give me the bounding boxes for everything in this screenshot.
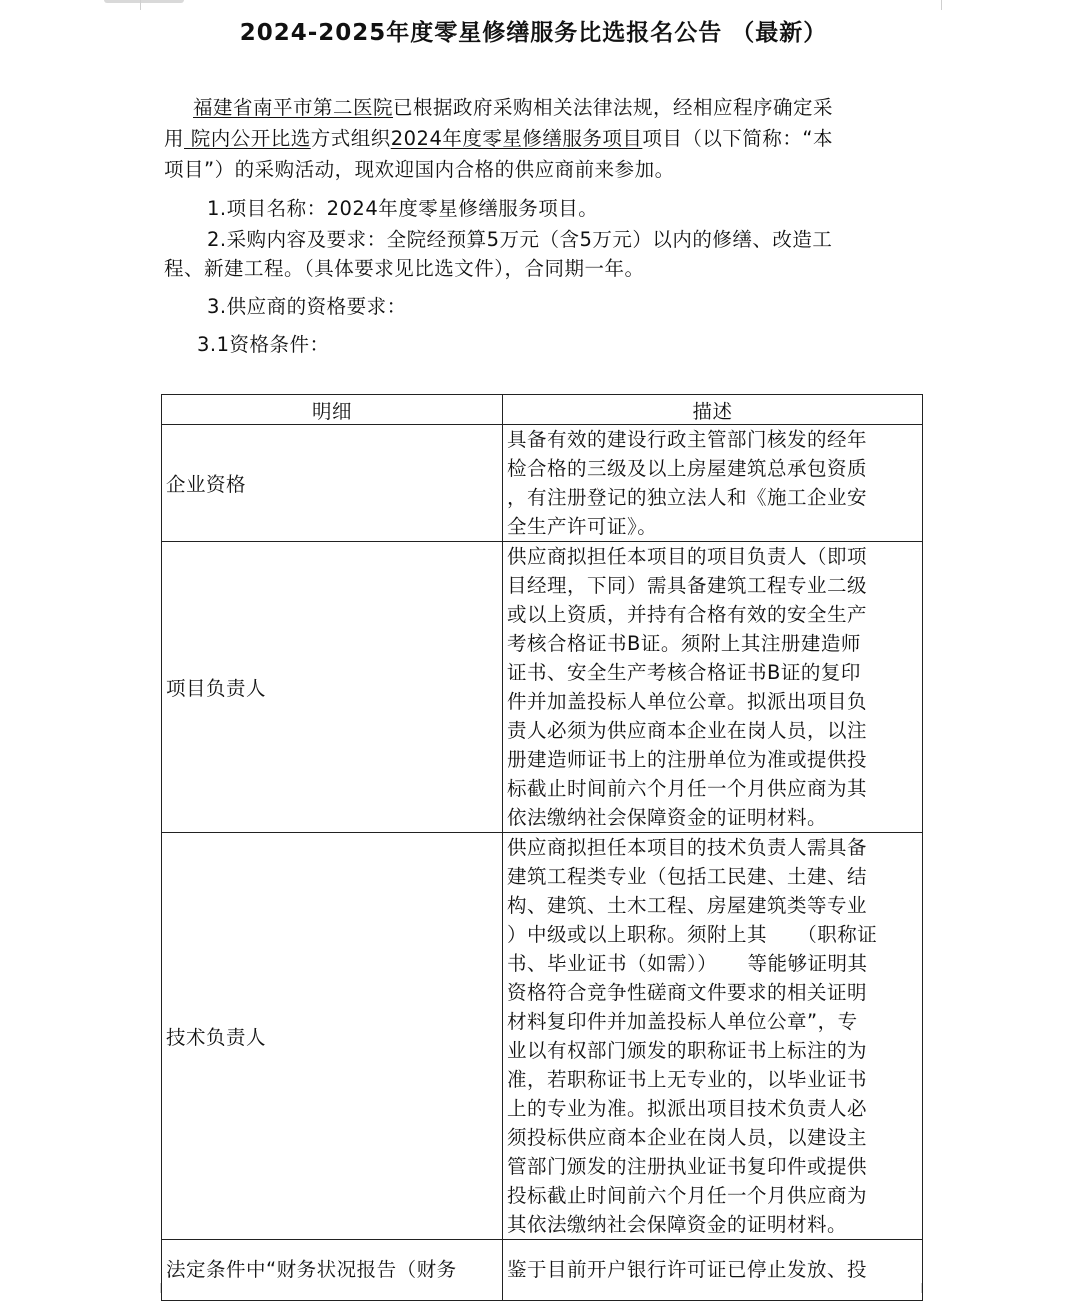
scroll-indicator	[104, 0, 184, 3]
margin-corner-mark	[140, 0, 141, 10]
procurement-method: 院内公开比选	[184, 127, 311, 150]
table-row	[162, 542, 923, 833]
item-content-line-1: 2.采购内容及要求：全院经预算5万元（含5万元）以内的修缮、改造工	[207, 228, 833, 251]
row-label: 企业资格	[162, 425, 503, 542]
row-description: 具备有效的建设行政主管部门核发的经年 检合格的三级及以上房屋建筑总承包资质 ，有注册登记的独立法人和《施工企业安 全生产许可证》。	[503, 425, 923, 542]
row-description: 供应商拟担任本项目的项目负责人（即项 目经理，下同）需具备建筑工程专业二级 或以上资质，并持有合格有效的安全生产 考核合格证书B证。须附上其注册建造师 证书、安全生产考核合格证书B证的复印 件并加盖投标人单位公章。拟派出项目负 责人必须为供应商本企业在岗人员，以注 册建造师证书上的注册单位为准或提供投 标截止时间前六个月任一个月供应商为其 依法缴纳社会保障资金的证明材料。	[503, 542, 923, 833]
margin-corner-mark	[941, 0, 942, 10]
table-row	[162, 833, 923, 1240]
intro-line-2: 用 院内公开比选方式组织2024年度零星修缮服务项目项目（以下简称：“本	[164, 127, 833, 150]
item-project-name: 1.项目名称：2024年度零星修缮服务项目。	[207, 197, 599, 220]
row-label: 技术负责人	[162, 833, 503, 1240]
row-label: 法定条件中“财务状况报告（财务	[162, 1240, 503, 1301]
item-qualification-heading: 3.供应商的资格要求：	[207, 295, 407, 318]
table-header-detail: 明细	[162, 395, 503, 425]
intro-line-1: 福建省南平市第二医院已根据政府采购相关法律法规，经相应程序确定采	[193, 96, 834, 119]
item-qualification-subheading: 3.1资格条件：	[197, 333, 330, 356]
row-description: 鉴于目前开户银行许可证已停止发放、投	[503, 1240, 923, 1301]
intro-line-3: 项目”）的采购活动，现欢迎国内合格的供应商前来参加。	[164, 158, 675, 181]
purchaser-name: 福建省南平市第二医院	[193, 96, 394, 119]
table-row	[162, 425, 923, 542]
item-content-line-2: 程、新建工程。（具体要求见比选文件），合同期一年。	[164, 257, 645, 280]
row-label: 项目负责人	[162, 542, 503, 833]
qualification-table	[161, 394, 923, 1301]
project-name-link: 2024年度零星修缮服务项目	[390, 127, 643, 150]
table-header-description: 描述	[503, 395, 923, 425]
table-row	[162, 1240, 923, 1301]
table-header-row	[162, 395, 923, 425]
row-description: 供应商拟担任本项目的技术负责人需具备 建筑工程类专业（包括工民建、土建、结 构、建筑、土木工程、房屋建筑类等专业 ）中级或以上职称。须附上其 （职称证 书、毕业证书（如需）） 等能够证明其 资格符合竞争性磋商文件要求的相关证明 材料复印件并加盖投标人单位公章”，专 业以有权部门颁发的职称证书上标注的为 准，若职称证书上无专业的，以毕业证书 上的专业为准。拟派出项目技术负责人必 须投标供应商本企业在岗人员，以建设主 管部门颁发的注册执业证书复印件或提供 投标截止时间前六个月任一个月供应商为 其依法缴纳社会保障资金的证明材料。	[503, 833, 923, 1240]
document-title: 2024-2025年度零星修缮服务比选报名公告 （最新）	[239, 20, 828, 46]
